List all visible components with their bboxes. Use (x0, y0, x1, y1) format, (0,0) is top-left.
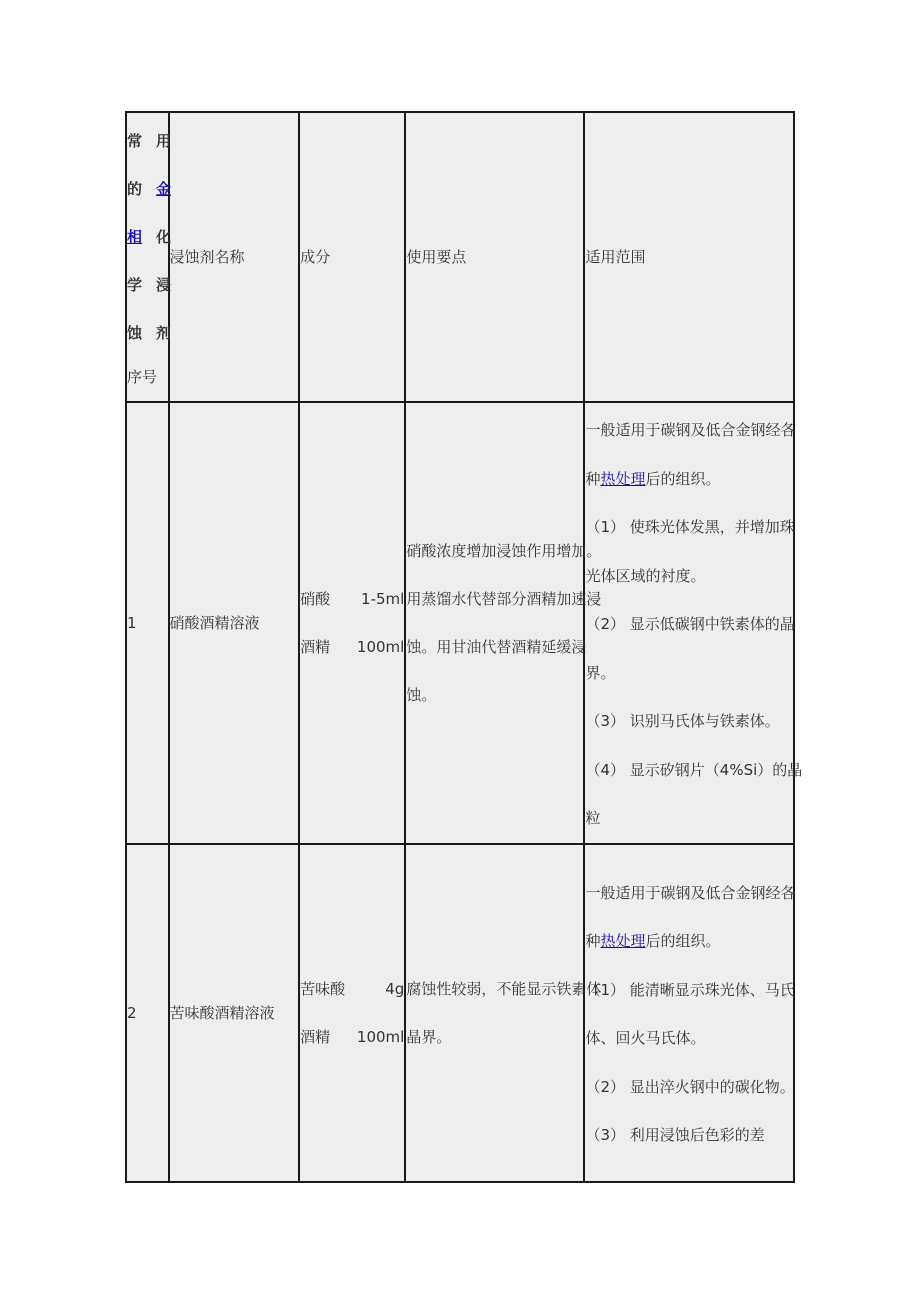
range-item: （3） 利用浸蚀后色彩的差 (585, 1126, 765, 1144)
composition-line: 苦味酸 4g (300, 979, 405, 998)
range-item: （1） 能清晰显示珠光体、马氏体、回火马氏体。 (585, 980, 795, 1047)
row-usage: 硝酸浓度增加浸蚀作用增加。用蒸馏水代替部分酒精加速浸蚀。用甘油代替酒精延缓浸蚀。 (405, 402, 584, 844)
header-range-cell: 适用范围 (584, 112, 794, 402)
row-composition (299, 402, 405, 844)
row-seq: 1 (126, 402, 169, 844)
row-name: 硝酸酒精溶液 (169, 402, 300, 844)
range-item: （2） 显出淬火钢中的碳化物。 (585, 1077, 795, 1096)
table-header-row (126, 112, 794, 402)
header-usage-cell: 使用要点 (405, 112, 584, 402)
row-range: 一般适用于碳钢及低合金钢经各种热处理后的组织。 （1） 能清晰显示珠光体、马氏体、回火马氏体。 （2） 显出淬火钢中的碳化物。 （3） 利用浸蚀后色彩的差 (584, 844, 794, 1182)
row-seq: 2 (126, 844, 169, 1182)
table-row (126, 402, 794, 844)
etchant-table (125, 111, 803, 1183)
header-name-cell: 浸蚀剂名称 (169, 112, 300, 402)
table-title: 常 用 的 金 相 化 学 浸 蚀 剂 (127, 132, 171, 342)
row-name: 苦味酸酒精溶液 (169, 844, 300, 1182)
table-row (126, 844, 794, 1182)
metallography-link-part1[interactable]: 金 (155, 180, 171, 198)
range-item: （2） 显示低碳钢中铁素体的晶界。 (585, 615, 795, 682)
row-composition (299, 844, 405, 1182)
composition-line: 酒精 100ml (300, 637, 405, 656)
header-composition-cell: 成分 (299, 112, 405, 402)
heat-treatment-link[interactable]: 热处理 (600, 469, 646, 488)
range-item: （4） 显示矽钢片（4%Si）的晶粒 (585, 760, 803, 827)
header-seq-label: 序号 (127, 368, 158, 386)
composition-line: 酒精 100ml (300, 1027, 405, 1046)
metallography-link-part2[interactable]: 相 (127, 228, 143, 246)
range-item: （1） 使珠光体发黑，并增加珠光体区域的衬度。 (585, 518, 795, 585)
range-item: （3） 识别马氏体与铁素体。 (585, 712, 780, 730)
composition-line: 硝酸 1-5ml (300, 589, 405, 608)
row-usage: 腐蚀性较弱，不能显示铁素体晶界。 (405, 844, 584, 1182)
header-seq-cell (126, 112, 169, 402)
heat-treatment-link[interactable]: 热处理 (600, 932, 646, 950)
row-range: 一般适用于碳钢及低合金钢经各种热处理后的组织。 （1） 使珠光体发黑，并增加珠光体区域的衬度。 （2） 显示低碳钢中铁素体的晶界。 （3） 识别马氏体与铁素体。 （4） 显示矽钢片（4%Si）的晶粒 (584, 402, 794, 844)
